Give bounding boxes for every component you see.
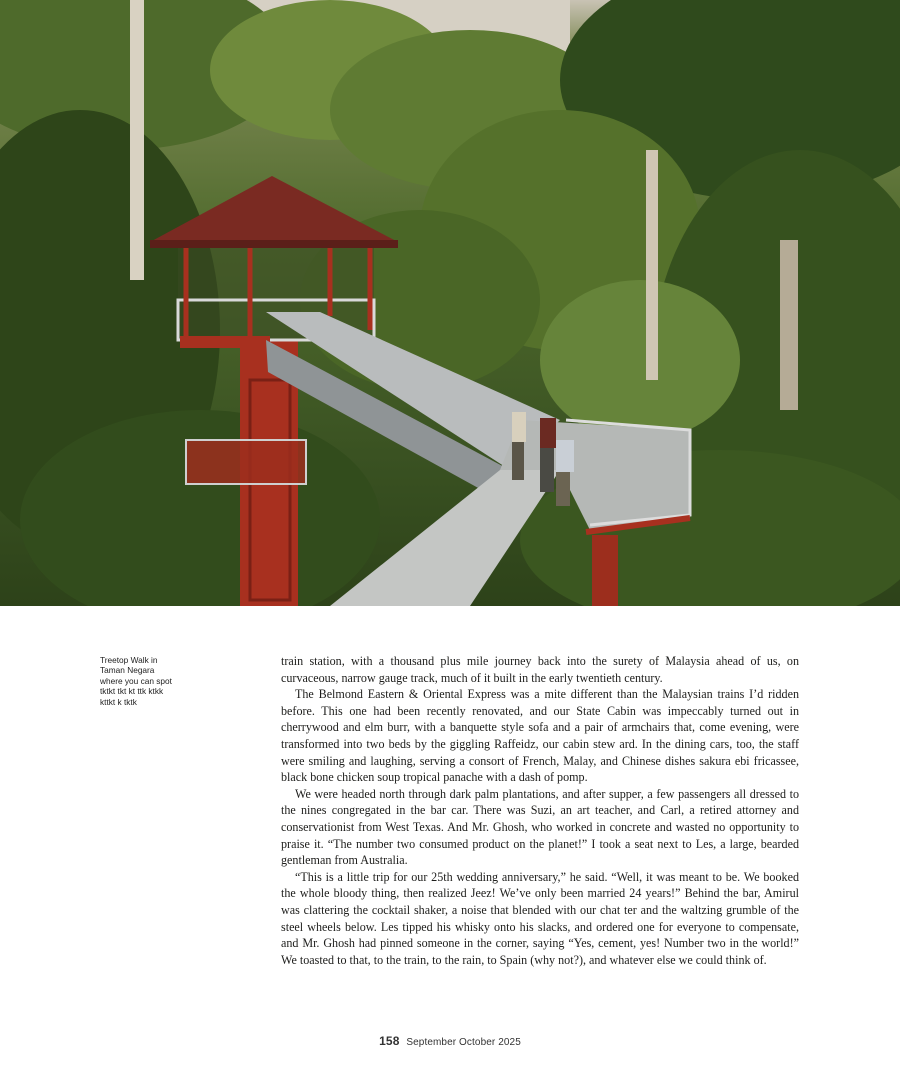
caption-line: kttkt k tktk xyxy=(100,696,137,707)
caption-line: where you can spot xyxy=(100,675,172,686)
caption-line: Treetop Walk in xyxy=(100,655,158,665)
page-number: 158 xyxy=(379,1034,400,1048)
caption-line: Taman Negara xyxy=(100,665,155,676)
article-paragraph: We were headed north through dark palm plantations, and after supper, a few passengers all dressed to the nines congregated in the bar car. There was Suzi, an art teacher, and Carl, a retired attorney and conservationist from West Texas. And Mr. Ghosh, who worked in concrete and wasted no opportunity to praise it. “The number two consumed product on the planet!” I took a seat next to Les, a large, bearded gentleman from Australia. xyxy=(281,786,799,868)
caption-line: tktkt tkt kt ttk ktkk xyxy=(100,686,164,697)
article-paragraph: The Belmond Eastern & Oriental Express was a mite different than the Malaysian trains I’d ridden before. This one had been recently renovated, and our State Cabin was impeccably turned out in cherrywood and elm burr, with a banquette style sofa and a pair of armchairs that, come evening, were transformed into two beds by the giggling Raffeidz, our cabin stew ard. In the dining cars, too, the staff were smiling and laughing, serving a consort of French, Malay, and Chinese dishes sakura ebi fricassee, black bone chicken soup tropical panache with a dash of pomp. xyxy=(281,687,799,785)
issue-date: September October 2025 xyxy=(406,1037,521,1048)
article-paragraph: “This is a little trip for our 25th wedding anniversary,” he said. “Well, it was meant to be. We booked the whole bloody thing, then realized Jeez! We’ve only been married 24 years!” Behind the bar, Amirul was clattering the cocktail shaker, a noise that blended with our chat ter and the waltzing grumble of the steel wheels below. Les tipped his whisky onto his slacks, and ordered one for everyone to compensate, and Mr. Ghosh had pinned someone in the corner, saying “Yes, cement, yes! Number two in the world!” We toasted to that, to the train, to the rain, to Spain (why not?), and whatever else we could think of. xyxy=(281,869,799,967)
article-paragraph: train station, with a thousand plus mile journey back into the surety of Malaysia ahead of us, on curvaceous, narrow gauge track, much of it built in the early twentieth century. xyxy=(281,654,799,685)
photo-caption xyxy=(100,655,210,707)
page-footer xyxy=(0,1034,900,1048)
article-body xyxy=(281,653,799,968)
